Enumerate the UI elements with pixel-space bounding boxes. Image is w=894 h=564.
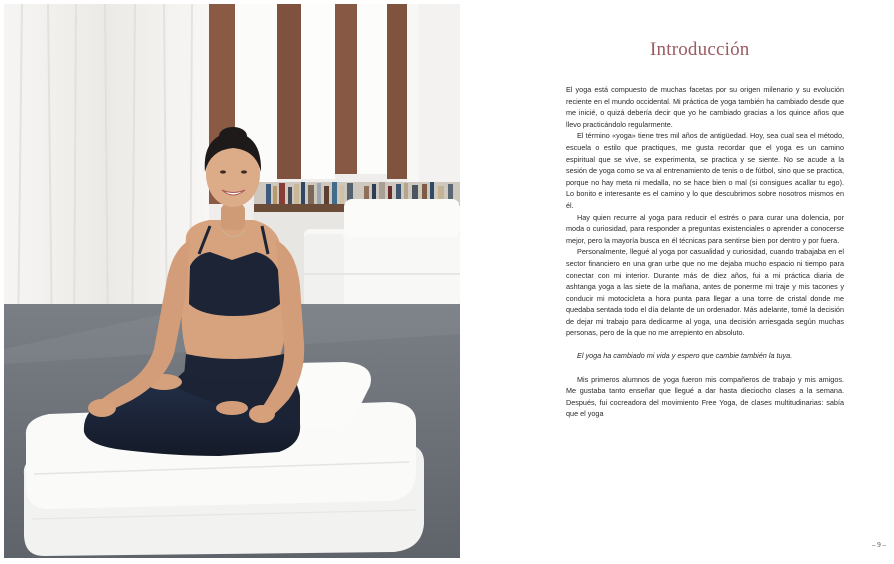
paragraph: Hay quien recurre al yoga para reducir el estrés o para curar una dolencia, por moda o curiosidad, para responder a preguntas existenciales o aprender a conocerse mejor, pero la mayoría busca en él técnicas para sentirse bien por dentro y por fuera. [566,212,844,245]
page-number: – 9 – [872,541,886,549]
body-text [566,84,844,420]
pull-quote: El yoga ha cambiado mi vida y espero que cambie también la tuya. [577,351,793,361]
paragraph: El yoga está compuesto de muchas facetas por su origen milenario y su evolución reciente en el mundo occidental. Mi práctica de yoga también ha cambiado desde que me inicié, o quizá debería decir que yo he cambiado gracias a los quince años que llevo practicándolo regularmente. [566,85,844,129]
text-page [566,0,844,564]
author-photo-illustration [4,4,460,558]
paragraph: El término «yoga» tiene tres mil años de antigüedad. Hoy, sea cual sea el método, escuela o estilo que practiques, me gusta recordar que el yoga es un camino espiritual que se vive, se experimenta, se practica y se siente. No se acude a la sesión de yoga como se va al entrenamiento de tenis o de fútbol, sino que se practica, porque no hay meta ni medalla, no se hace bien o mal (si consigues acallar tu ego). Lo bonito e interesante es el camino y lo que descubrimos sobre nosotros mismos en él. [566,131,844,210]
chapter-title: Introducción [650,39,750,60]
paragraph: Mis primeros alumnos de yoga fueron mis compañeros de trabajo y mis amigos. Me gustaba tanto enseñar que llegué a dar hasta dieciocho clases a la semana. Después, fui cocreadora del movimiento Free Yoga, de clases multitudinarias: sabía que el yoga [566,374,844,419]
paragraph: Personalmente, llegué al yoga por casualidad y curiosidad, cuando trabajaba en el sector financiero en una gran urbe que no me dejaba mucho espacio ni tiempo para conectar con mi interior. Durante más de diez años, fui a mi práctica diaria de ashtanga yoga a las siete de la mañana, antes de ponerme mi traje y mis tacones y conducir mi motocicleta a hora punta para llegar a una torre de cristal donde me quedaba sentada todo el día delante de un ordenador. Más adelante, tomé la decisión de dejar mi trabajo para dedicarme al yoga, una decisión arriesgada según muchas personas, pero de la que no me arrepiento en absoluto. [566,247,844,338]
author-photo [4,4,460,558]
